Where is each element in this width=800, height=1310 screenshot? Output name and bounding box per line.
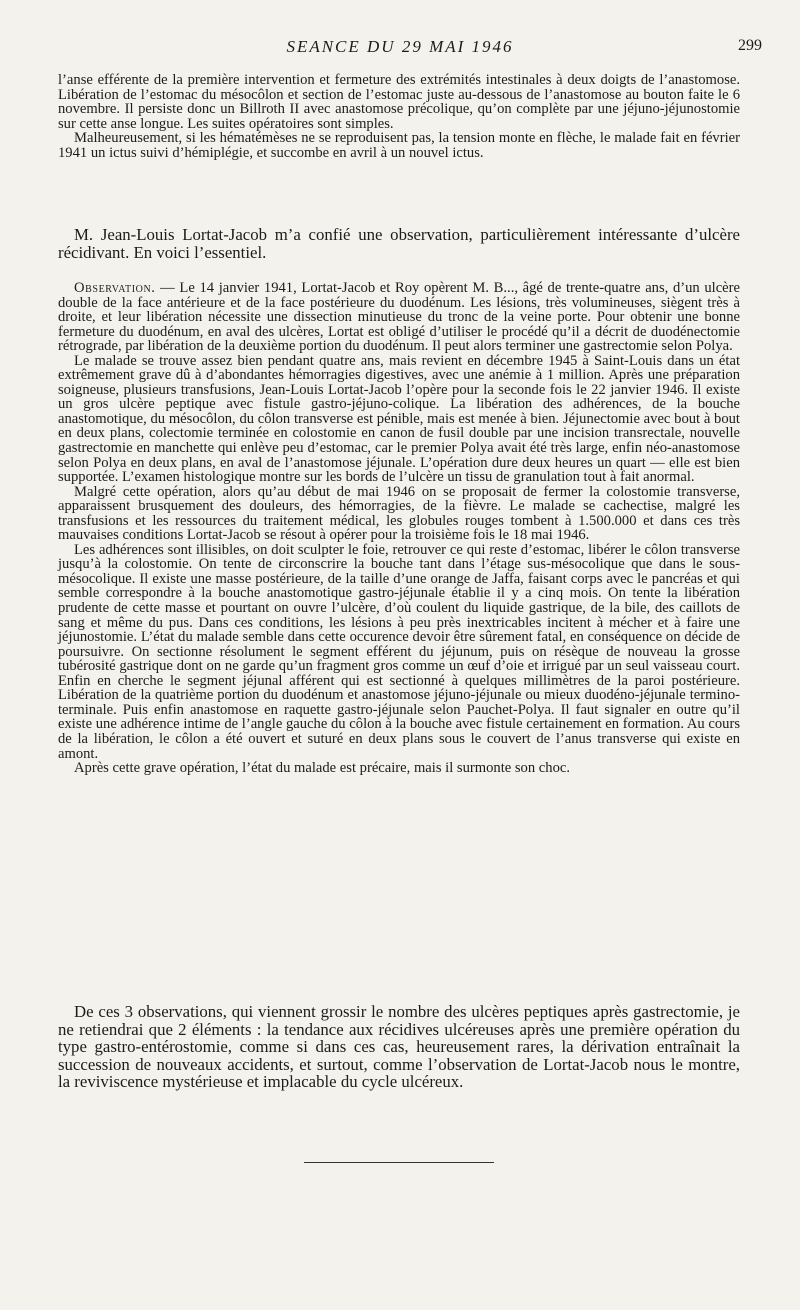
end-rule (304, 1162, 494, 1163)
paragraph-observation (58, 281, 740, 354)
paragraph-outcome: Malheureusement, si les hématémèses ne se reproduisent pas, la tension monte en flèche, le malade fait en février 1941 un ictus suivi d’hémiplégie, et succombe en avril à un nouvel ictus. (58, 130, 740, 161)
paragraph-conclusion: De ces 3 observations, qui viennent grossir le nombre des ulcères peptiques après gastrectomie, je ne retiendrai que 2 éléments : la tendance aux récidives ulcéreuses après une première opération du type gastro-entérostomie, comme si dans ces cas, heureusement rares, la dérivation entraînait la succession de nouveaux accidents, et surtout, comme l’observation de Lortat-Jacob nous le montre, la reviviscence mystérieuse et implacable du cycle ulcéreux. (58, 1002, 740, 1092)
observation-text: — Le 14 janvier 1941, Lortat-Jacob et Roy opèrent M. B..., âgé de trente-quatre ans, d’un ulcère double de la face antérieure et de la face postérieure du duodénum. Les lésions, très volumineuses, siègent très à droite, et leur libération nécessite une dissection minutieuse du tronc de la veine porte. Pour obtenir une bonne fermeture du duodénum, en aval des ulcères, Lortat est obligé d’utiliser le procédé qu’il a décrit de duodénectomie rétrograde, par libération de la deuxième portion du duodénum. Il peut alors terminer une gastrectomie selon Polya. (58, 280, 740, 355)
observation-label: Observation. (74, 280, 156, 296)
page-header (0, 37, 800, 61)
paragraph-lortat-jacob-intro: M. Jean-Louis Lortat-Jacob m’a confié une observation, particulièrement intéressante d’ulcère récidivant. En voici l’essentiel. (58, 225, 740, 262)
block-observation (58, 281, 740, 776)
paragraph-continuation: l’anse efférente de la première intervention et fermeture des extrémités intestinales à deux doigts de l’anastomose. Libération de l’estomac du mésocôlon et section de l’estomac juste au-dessous de l’anastomose au bouton faite le 6 novembre. Il persiste donc un Billroth II avec anastomose précolique, qu’on complète par une jéjuno-jéjunostomie sur cette anse longue. Les suites opératoires sont simples. (58, 72, 740, 132)
page-number: 299 (738, 37, 762, 54)
paragraph-postoperative: Après cette grave opération, l’état du malade est précaire, mais il surmonte son choc. (74, 760, 570, 777)
block-conclusion (58, 1003, 740, 1091)
block-intro (58, 73, 740, 160)
paragraph-second-operation: Le malade se trouve assez bien pendant quatre ans, mais revient en décembre 1945 à Saint-Louis dans un état extrêmement grave dû à d’abondantes hémorragies digestives, avec une anémie à 1 million. Après une préparation soigneuse, plusieurs transfusions, Jean-Louis Lortat-Jacob l’opère pour la seconde fois le 22 janvier 1946. Il existe un gros ulcère peptique avec fistule gastro-jéjuno-colique. La libération des adhérences, de la bouche anastomotique, du mésocôlon, du côlon transverse est pénible, mais est menée à bien. Jéjunectomie avec bout à bout en deux plans, colectomie terminée en colostomie en canon de fusil double par une incision transrectale, nouvelle gastrectomie en manchette qui enlève peu d’estomac, car le premier Polya avait été très large, enfin néo-anastomose selon Polya en deux plans, en aval de l’anastomose jéjunale. L’opération dure deux heures un quart — elle est bien supportée. L’examen histologique montre sur les bords de l’ulcère un tissu de granulation tout à fait anormal. (58, 352, 740, 486)
block-lead (58, 226, 740, 261)
paragraph-relapse: Malgré cette opération, alors qu’au début de mai 1946 on se proposait de fermer la colostomie transverse, apparaissent brusquement des douleurs, des hémorragies, de la fièvre. Le malade se cachectise, malgré les transfusions et les ressources du traitement médical, les globules rouges tombent à 1.500.000 et dans ces très mauvaises conditions Lortat-Jacob se résout à opérer pour la troisième fois le 18 mai 1946. (58, 483, 740, 544)
paragraph-third-operation: Les adhérences sont illisibles, on doit sculpter le foie, retrouver ce qui reste d’estomac, libérer le côlon transverse jusqu’à la colostomie. On tente de circonscrire la bouche tant dans l’étage sus-mésocolique que dans le sous-mésocolique. Il existe une masse postérieure, de la taille d’une orange de Jaffa, faisant corps avec le pancréas et qui semble correspondre à la bouche anastomotique gastro-jéjunale établie il y a cinq mois. On tente la libération prudente de cette masse et pourtant on ouvre l’ulcère, d’où coulent du liquide gastrique, de la bile, des caillots de sang et même du pus. Dans ces conditions, les lésions à peu près inextricables incitent à mécher et à faire une jéjunostomie. L’état du malade semble dans cette occurence devoir être sûrement fatal, en conséquence on décide de poursuivre. On sectionne résolument le segment efférent du jéjunum, puis on résèque de nouveau la grosse tubérosité gastrique dont on ne garde qu’un fragment gros comme un œuf d’oie et irrigué par un seul vaisseau court. Enfin en cherche le segment jéjunal afférent qui est sectionné à quelques millimètres de la paroi postérieure. Libération de la quatrième portion du duodénum et anastomose jéjuno-jéjunale ou mieux duodéno-jéjunale termino-terminale. Puis enfin anastomose en raquette gastro-jéjunale selon Pauchet-Polya. Il faut signaler en outre qu’il existe une adhérence intime de l’angle gauche du côlon à la bouche avec fistule certainement en formation. Au cours de la libération, le côlon a été ouvert et suturé en deux plans sous le couvert de l’anus transverse qui existe en amont. (58, 541, 740, 762)
running-title: SEANCE DU 29 MAI 1946 (286, 37, 514, 56)
